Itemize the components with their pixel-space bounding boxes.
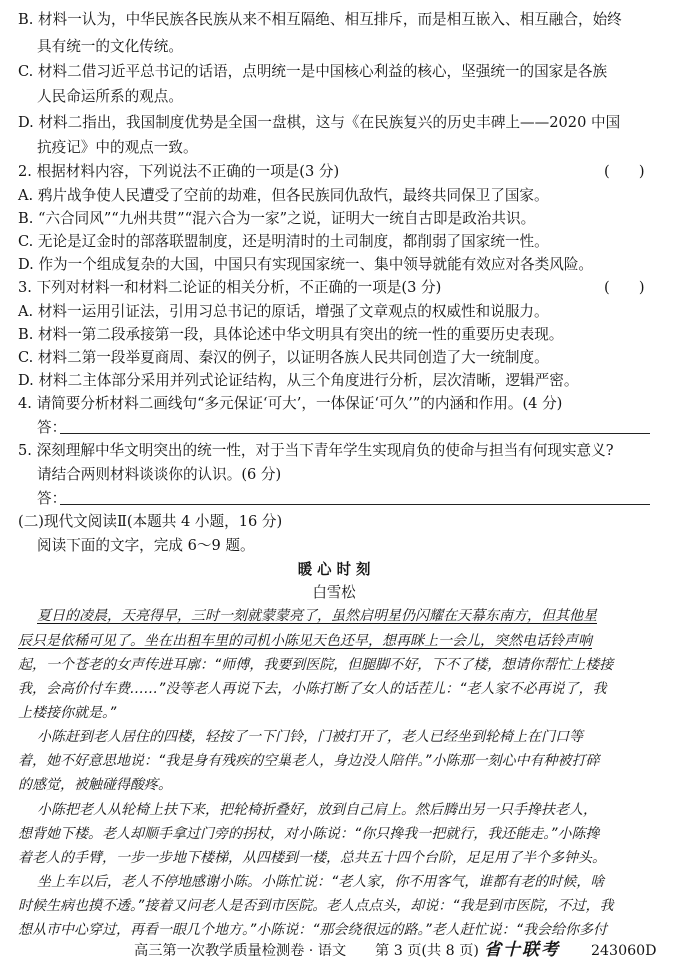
story-line: 上楼接你就是。” [18,705,117,721]
q3-option-c: C. 材料二第一段举夏商周、秦汉的例子，以证明各族人民共同创造了大一统制度。 [18,349,549,366]
q3-option-d: D. 材料二主体部分采用并列式论证结构，从三个角度进行分析，层次清晰，逻辑严密。 [18,372,579,389]
story-line: 想从市中心穿过，再看一眼几个地方。”小陈说：“那会绕很远的路。”老人赶忙说：“我会给你多付 [18,922,608,938]
story-line: 时候生病也摸不透。”接着又问老人是否到市医院。老人点点头，却说：“我是到市医院，不过，我 [18,898,614,914]
story-line: 我，会高价付车费……”没等老人再说下去，小陈打断了女人的话茬儿：“老人家不必再说了，我 [18,681,607,697]
story-line: 坐上车以后，老人不停地感谢小陈。小陈忙说：“老人家，你不用客气，谁都有老的时候，啥 [37,874,605,890]
story-author: 白雪松 [312,584,356,601]
q5-answer-label: 答： [37,490,67,507]
q5-answer-line[interactable] [60,504,650,505]
section-heading: (二)现代文阅读Ⅱ(本题共 4 小题，16 分) [18,513,283,530]
q1-option-d-line1: D. 材料二指出，我国制度优势是全国一盘棋，这与《在民族复兴的历史丰碑上——2020 中国 [18,114,621,131]
story-line: 想背她下楼。老人却顺手拿过门旁的拐杖，对小陈说：“你只搀我一把就行，我还能走。”小陈搀 [18,826,600,842]
story-line: 的感觉，被触碰得酸疼。 [18,777,172,793]
q1-option-b-line2: 具有统一的文化传统。 [37,38,183,55]
footer-code: 243060D [591,943,657,959]
q1-option-c-line2: 人民命运所系的观点。 [37,88,183,105]
story-line: 小陈赶到老人居住的四楼，轻按了一下门铃，门被打开了，老人已经坐到轮椅上在门口等 [37,729,583,745]
q2-stem: 2. 根据材料内容，下列说法不正确的一项是(3 分) [18,163,340,180]
q2-option-b: B. “六合同风”“九州共贯”“混六合为一家”之说，证明大一统自古即是政治共识。 [18,210,536,227]
q1-option-c-line1: C. 材料二借习近平总书记的话语，点明统一是中国核心利益的核心，坚强统一的国家是各族 [18,63,608,80]
story-line: 着老人的手臂，一步一步地下楼梯，从四楼到一楼，总共五十四个台阶，足足用了半个多钟头。 [18,850,606,866]
q1-option-d-line2: 抗疫记》中的观点一致。 [37,139,198,156]
story-line: 辰只是依稀可见了。坐在出租车里的司机小陈见天色还早，想再眯上一会儿，突然电话铃声响 [18,633,592,649]
q5-stem-line2: 请结合两则材料谈谈你的认识。(6 分) [37,466,282,483]
footer-page-number: 第 3 页(共 8 页) [375,943,479,959]
q2-option-d: D. 作为一个组成复杂的大国，中国只有实现国家统一、集中领导就能有效应对各类风险。 [18,256,594,273]
section-instruction: 阅读下面的文字，完成 6～9 题。 [37,537,255,554]
footer-seal-logo: 省十联考 [484,940,560,960]
q3-option-b: B. 材料一第二段承接第一段，具体论述中华文明具有突出的统一性的重要历史表现。 [18,326,564,343]
story-title: 暖 心 时 刻 [297,561,371,578]
story-line: 夏日的凌晨，天亮得早，三时一刻就蒙蒙亮了，虽然启明星仍闪耀在天幕东南方，但其他星 [37,608,597,624]
q2-answer-bracket[interactable]: ( ) [604,163,645,180]
q4-answer-label: 答： [37,419,67,436]
story-line: 小陈把老人从轮椅上扶下来，把轮椅折叠好，放到自己肩上。然后腾出另一只手搀扶老人， [37,802,597,818]
footer-exam-title: 高三第一次教学质量检测卷 · 语文 [134,943,347,959]
q1-option-b-line1: B. 材料一认为，中华民族各民族从来不相互隔绝、相互排斥，而是相互嵌入、相互融合，始终 [18,11,622,28]
q4-answer-line[interactable] [60,433,650,434]
q3-stem: 3. 下列对材料一和材料二论证的相关分析，不正确的一项是(3 分) [18,279,442,296]
q2-option-a: A. 鸦片战争使人民遭受了空前的劫难，但各民族同仇敌忾，最终共同保卫了国家。 [18,187,549,204]
q2-option-c: C. 无论是辽金时的部落联盟制度，还是明清时的土司制度，都削弱了国家统一性。 [18,233,549,250]
q5-stem-line1: 5. 深刻理解中华文明突出的统一性，对于当下青年学生实现肩负的使命与担当有何现实意义? [18,442,614,459]
q3-option-a: A. 材料一运用引证法，引用习总书记的原话，增强了文章观点的权威性和说服力。 [18,303,549,320]
q4-stem: 4. 请简要分析材料二画线句“多元保证‘可大’，一体保证‘可久’”的内涵和作用。(4 分) [18,395,563,412]
q3-answer-bracket[interactable]: ( ) [604,279,645,296]
story-line: 着，她不好意思地说：“我是身有残疾的空巢老人，身边没人陪伴。”小陈那一刻心中有种被打碎 [18,753,600,769]
story-line: 起，一个苍老的女声传进耳廓：“师傅，我要到医院，但腿脚不好，下不了楼，想请你帮忙上楼接 [18,657,614,673]
